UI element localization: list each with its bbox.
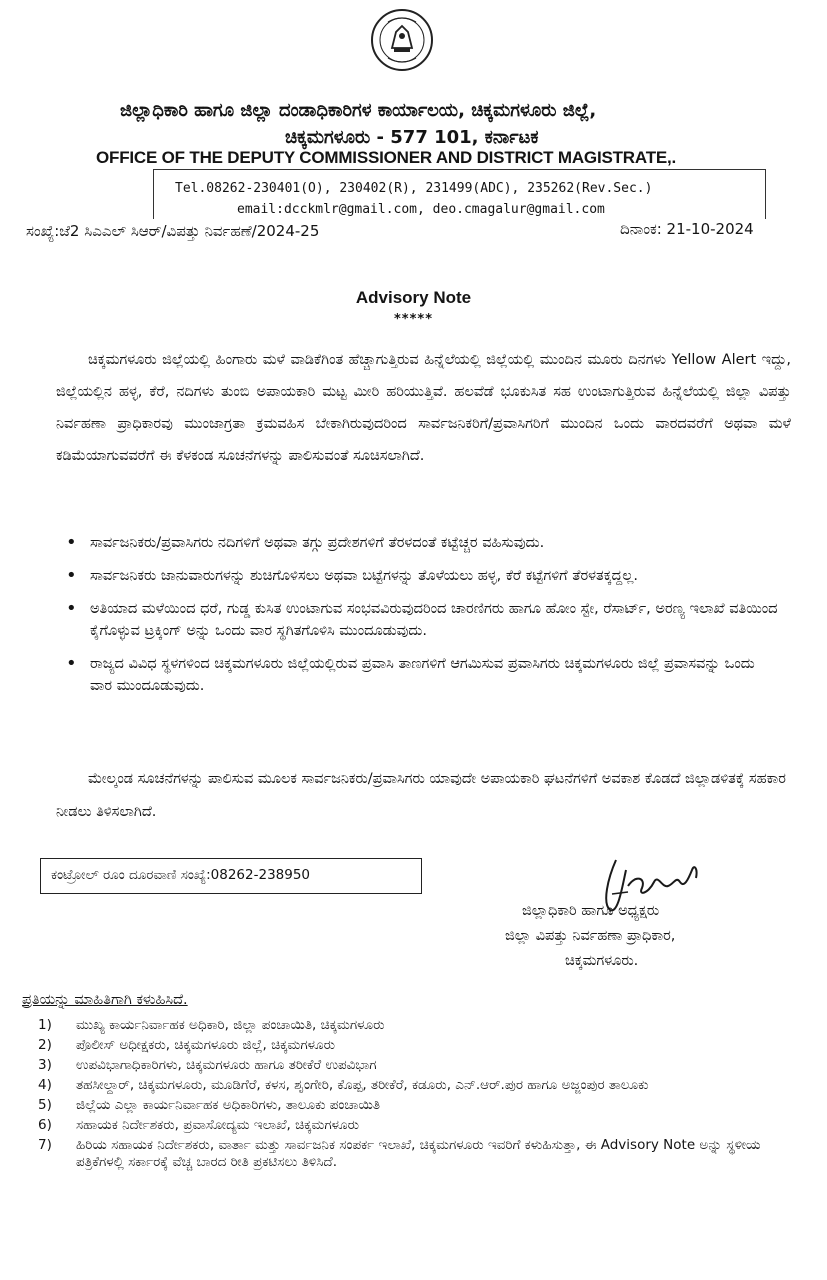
intro-paragraph: ಚಿಕ್ಕಮಗಳೂರು ಜಿಲ್ಲೆಯಲ್ಲಿ ಹಿಂಗಾರು ಮಳೆ ವಾಡಿಕೆಗಿಂತ ಹೆಚ್ಚಾಗುತ್ತಿರುವ ಹಿನ್ನೆಲೆಯಲ್ಲಿ ಜಿಲ್ಲೆಯಲ್ಲಿ ಮುಂದಿನ ಮೂರು ದಿನಗಳು Yellow Alert ಇದ್ದು, ಜಿಲ್ಲೆಯಲ್ಲಿನ ಹಳ್ಳ, ಕೆರೆ, ನದಿಗಳು ತುಂಬಿ ಅಪಾಯಕಾರಿ ಮಟ್ಟ ಮೀರಿ ಹರಿಯುತ್ತಿವೆ. ಹಲವೆಡೆ ಭೂಕುಸಿತ ಸಹ ಉಂಟಾಗುತ್ತಿರುವ ಹಿನ್ನೆಲೆಯಲ್ಲಿ ಜಿಲ್ಲಾ ವಿಪತ್ತು ನಿರ್ವಹಣಾ ಪ್ರಾಧಿಕಾರವು ಮುಂಜಾಗ್ರತಾ ಕ್ರಮವಹಿಸ ಬೇಕಾಗಿರುವುದರಿಂದ ಸಾರ್ವಜನಿಕರಿಗೆ/ಪ್ರವಾಸಿಗರಿಗೆ ಮುಂದಿನ ಒಂದು ವಾರದವರೆಗೆ ಅಥವಾ ಮಳೆ ಕಡಿಮೆಯಾಗುವವರೆಗೆ ಈ ಕೆಳಕಂಡ ಸೂಚನೆಗಳನ್ನು ಪಾಲಿಸುವಂತೆ ಸೂಚಿಸಲಾಗಿದೆ. xyxy=(56,352,791,464)
list-item xyxy=(38,1077,788,1094)
instruction-item: • ಸಾರ್ವಜನಿಕರು ಜಾನುವಾರುಗಳನ್ನು ಶುಚಿಗೊಳಿಸಲು ಅಥವಾ ಬಟ್ಟೆಗಳನ್ನು ತೊಳೆಯಲು ಹಳ್ಳ, ಕೆರೆ ಕಟ್ಟೆಗಳಿಗೆ ತೆರಳತಕ್ಕದ್ದಲ್ಲ. xyxy=(60,565,780,587)
signatory-authority: ಜಿಲ್ಲಾ ವಿಪತ್ತು ನಿರ್ವಹಣಾ ಪ್ರಾಧಿಕಾರ, xyxy=(505,928,676,944)
office-name-english: OFFICE OF THE DEPUTY COMMISSIONER AND DISTRICT MAGISTRATE,. xyxy=(96,148,677,167)
item-number: 3) xyxy=(38,1057,52,1073)
copy-recipients-list xyxy=(38,1017,788,1174)
copy-heading: ಪ್ರತಿಯನ್ನು ಮಾಹಿತಿಗಾಗಿ ಕಳುಹಿಸಿದೆ. xyxy=(22,992,188,1008)
email-addresses: email:dcckmlr@gmail.com, deo.cmagalur@gmail.com xyxy=(237,202,605,217)
office-city-pin: ಚಿಕ್ಕಮಗಳೂರು - 577 101, ಕರ್ನಾಟಕ xyxy=(285,127,539,148)
document-title: Advisory Note xyxy=(355,288,472,307)
recipient-text: ಪೊಲೀಸ್ ಅಧೀಕ್ಷಕರು, ಚಿಕ್ಕಮಗಳೂರು ಜಿಲ್ಲೆ, ಚಿಕ್ಕಮಗಳೂರು xyxy=(76,1037,336,1053)
recipient-text: ಉಪವಿಭಾಗಾಧಿಕಾರಿಗಳು, ಚಿಕ್ಕಮಗಳೂರು ಹಾಗೂ ತರೀಕೆರೆ ಉಪವಿಭಾಗ xyxy=(76,1057,377,1073)
title-separator: ***** xyxy=(394,312,433,327)
instruction-item: • ಸಾರ್ವಜನಿಕರು/ಪ್ರವಾಸಿಗರು ನದಿಗಳಿಗೆ ಅಥವಾ ತಗ್ಗು ಪ್ರದೇಶಗಳಿಗೆ ತೆರಳದಂತೆ ಕಟ್ಟೆಚ್ಚರ ವಹಿಸುವುದು. xyxy=(60,532,780,554)
recipient-text: ಜಿಲ್ಲೆಯ ಎಲ್ಲಾ ಕಾರ್ಯನಿರ್ವಾಹಕ ಅಧಿಕಾರಿಗಳು, ತಾಲೂಕು ಪಂಚಾಯಿತಿ xyxy=(76,1097,381,1113)
list-item xyxy=(38,1117,788,1134)
list-item xyxy=(38,1037,788,1054)
state-emblem-icon xyxy=(370,8,434,72)
signatory-designation: ಜಿಲ್ಲಾಧಿಕಾರಿ ಹಾಗೂ ಅಧ್ಯಕ್ಷರು xyxy=(522,903,660,919)
item-number: 1) xyxy=(38,1017,52,1033)
item-number: 5) xyxy=(38,1097,52,1113)
letter-date: ದಿನಾಂಕ: 21-10-2024 xyxy=(620,220,754,238)
item-number: 7) xyxy=(38,1137,52,1153)
reference-number: ಸಂಖ್ಯೆ:ಜೆ2 ಸಿಎಎಲ್ ಸಿಆರ್/ವಿಪತ್ತು ನಿರ್ವಹಣೆ/2024-25 xyxy=(26,222,320,240)
closing-paragraph: ಮೇಲ್ಕಂಡ ಸೂಚನೆಗಳನ್ನು ಪಾಲಿಸುವ ಮೂಲಕ ಸಾರ್ವಜನಿಕರು/ಪ್ರವಾಸಿಗರು ಯಾವುದೇ ಅಪಾಯಕಾರಿ ಘಟನೆಗಳಿಗೆ ಅವಕಾಶ ಕೊಡದೆ ಜಿಲ್ಲಾಡಳಿತಕ್ಕೆ ಸಹಕಾರ ನೀಡಲು ತಿಳಿಸಲಾಗಿದೆ. xyxy=(56,771,786,820)
recipient-text: ಹಿರಿಯ ಸಹಾಯಕ ನಿರ್ದೇಶಕರು, ವಾರ್ತಾ ಮತ್ತು ಸಾರ್ವಜನಿಕ ಸಂಪರ್ಕ ಇಲಾಖೆ, ಚಿಕ್ಕಮಗಳೂರು ಇವರಿಗೆ ಕಳುಹಿಸುತ್ತಾ, ಈ Advisory Note ಅನ್ನು ಸ್ಥಳೀಯ ಪತ್ರಿಕೆಗಳಲ್ಲಿ ಸರ್ಕಾರಕ್ಕೆ ವೆಚ್ಚ ಬಾರದ ರೀತಿ ಪ್ರಕಟಿಸಲು ತಿಳಿಸಿದೆ. xyxy=(76,1137,761,1170)
list-item xyxy=(38,1057,788,1074)
item-number: 2) xyxy=(38,1037,52,1053)
list-item xyxy=(38,1097,788,1114)
control-room-number: ಕಂಟ್ರೋಲ್ ರೂಂ ದೂರವಾಣಿ ಸಂಖ್ಯೆ:08262-238950 xyxy=(40,858,422,894)
recipient-text: ಮುಖ್ಯ ಕಾರ್ಯನಿರ್ವಾಹಕ ಅಧಿಕಾರಿ, ಜಿಲ್ಲಾ ಪಂಚಾಯಿತಿ, ಚಿಕ್ಕಮಗಳೂರು xyxy=(76,1017,385,1033)
item-number: 6) xyxy=(38,1117,52,1133)
recipient-text: ಸಹಾಯಕ ನಿರ್ದೇಶಕರು, ಪ್ರವಾಸೋದ್ಯಮ ಇಲಾಖೆ, ಚಿಕ್ಕಮಗಳೂರು xyxy=(76,1117,360,1133)
instruction-item: • ಅತಿಯಾದ ಮಳೆಯಿಂದ ಧರೆ, ಗುಡ್ಡ ಕುಸಿತ ಉಂಟಾಗುವ ಸಂಭವವಿರುವುದರಿಂದ ಚಾರಣಿಗರು ಹಾಗೂ ಹೋಂ ಸ್ಟೇ, ರೆಸಾರ್ಟ್, ಅರಣ್ಯ ಇಲಾಖೆ ವತಿಯಿಂದ ಕೈಗೊಳ್ಳುವ ಟ್ರಕ್ಕಿಂಗ್ ಅನ್ನು ಒಂದು ವಾರ ಸ್ಥಗಿತಗೊಳಿಸಿ ಮುಂದೂಡುವುದು. xyxy=(60,598,780,642)
list-item xyxy=(38,1017,788,1034)
recipient-text: ತಹಸೀಲ್ದಾರ್, ಚಿಕ್ಕಮಗಳೂರು, ಮೂಡಿಗೆರೆ, ಕಳಸ, ಶೃಂಗೇರಿ, ಕೊಪ್ಪ, ತರೀಕೆರೆ, ಕಡೂರು, ಎನ್.ಆರ್.ಪುರ ಹಾಗೂ ಅಜ್ಜಂಪುರ ತಾಲೂಕು xyxy=(76,1077,649,1093)
item-number: 4) xyxy=(38,1077,52,1093)
office-name-kannada: ಜಿಲ್ಲಾಧಿಕಾರಿ ಹಾಗೂ ಜಿಲ್ಲಾ ದಂಡಾಧಿಕಾರಿಗಳ ಕಾರ್ಯಾಲಯ, ಚಿಕ್ಕಮಗಳೂರು ಜಿಲ್ಲೆ, xyxy=(120,100,597,121)
telephone-numbers: Tel.08262-230401(O), 230402(R), 231499(ADC), 235262(Rev.Sec.) xyxy=(175,181,653,196)
list-item xyxy=(38,1137,788,1171)
instructions-list xyxy=(60,532,780,708)
signatory-location: ಚಿಕ್ಕಮಗಳೂರು. xyxy=(565,953,639,969)
instruction-item: • ರಾಜ್ಯದ ವಿವಿಧ ಸ್ಥಳಗಳಿಂದ ಚಿಕ್ಕಮಗಳೂರು ಜಿಲ್ಲೆಯಲ್ಲಿರುವ ಪ್ರವಾಸಿ ತಾಣಗಳಿಗೆ ಆಗಮಿಸುವ ಪ್ರವಾಸಿಗರು ಚಿಕ್ಕಮಗಳೂರು ಜಿಲ್ಲೆ ಪ್ರವಾಸವನ್ನು ಒಂದು ವಾರ ಮುಂದೂಡುವುದು. xyxy=(60,653,780,697)
